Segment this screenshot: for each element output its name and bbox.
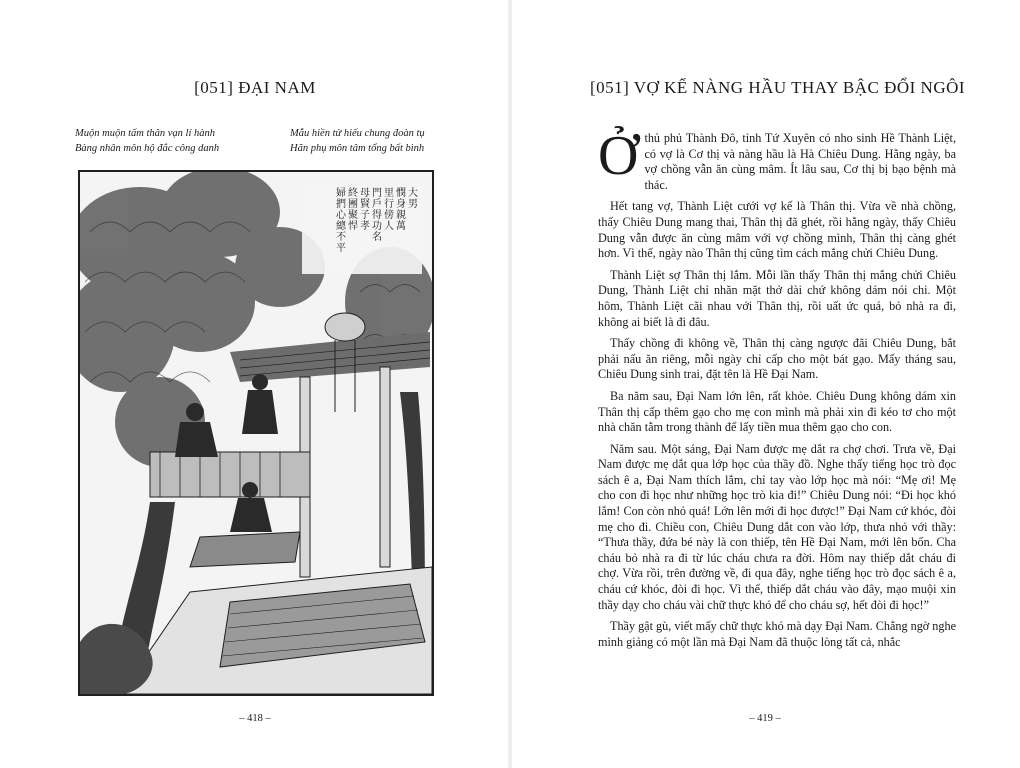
story-body — [598, 125, 956, 656]
verse-line: Mẫu hiền tử hiếu chung đoàn tụ — [290, 128, 425, 139]
paragraph: Thầy gật gù, viết mấy chữ thực khó mà dạy Đại Nam. Chẳng ngờ nghe mình giảng có một lần mà Đại Nam đã thuộc lòng tất cả, nhắc — [598, 619, 956, 649]
caption-char: 門 — [372, 188, 382, 199]
caption-column — [348, 188, 358, 272]
caption-char: 心 — [336, 210, 346, 221]
caption-char: 孝 — [360, 221, 370, 232]
caption-column — [372, 188, 382, 272]
paragraph: Thành Liệt sợ Thân thị lắm. Mỗi lần thấy Thân thị mắng chửi Chiêu Dung, Thành Liệt chỉ nhăn mặt thở dài chứ không dám nói chi. Một hôm, Thành Liệt cãi nhau với Thân thị, rồi uất ức quá, bỏ nhà ra đi, không ai biết là đi đâu. — [598, 267, 956, 329]
caption-char: 聚 — [348, 210, 358, 221]
caption-char: 大 — [408, 188, 418, 199]
caption-column — [360, 188, 370, 272]
right-page-number: – 419 – — [749, 713, 781, 724]
verse-line: Hãn phụ môn tâm tổng bất bình — [290, 143, 425, 154]
verse-left — [75, 126, 219, 156]
caption-char: 得 — [372, 210, 382, 221]
caption-columns — [306, 188, 418, 272]
caption-column — [336, 188, 346, 272]
caption-char: 男 — [408, 199, 418, 210]
caption-char: 里 — [384, 188, 394, 199]
caption-char: 憫 — [396, 188, 406, 199]
caption-char: 平 — [336, 243, 346, 254]
paragraph: Ba năm sau, Đại Nam lớn lên, rất khỏe. Chiêu Dung không dám xin Thân thị cấp thêm gạo cho mẹ con mình mà phải xin đi kéo tơ cho một nhà chăn tằm trong thành để lấy tiền mua thêm gạo cho con. — [598, 388, 956, 435]
caption-char: 母 — [360, 188, 370, 199]
verse-line: Muộn muộn tấm thân vạn lí hành — [75, 128, 215, 139]
paragraph: Năm sau. Một sáng, Đại Nam được mẹ dắt ra chợ chơi. Trưa về, Đại Nam được mẹ dắt qua lớp học của thầy đồ. Nghe thấy tiếng học trò đọc sách ê a, Đại Nam thích lắm, chỉ tay vào lớp học mà nói: “Mẹ ơi! Mẹ cho con đi học như những học trò kia đi!” Chiêu Dung nói: “Đi học khó lắm! Con còn nhỏ quá! Lớn lên mới đi học được!” Đại Nam cứ khóc, đòi mẹ cho đi. Chiều con, Chiêu Dung dắt con vào lớp, thưa nhỏ với thầy: “Thưa thầy, đứa bé này là con thiếp, tên Hề Đại Nam, mới lên bốn. Cha cháu bỏ nhà ra đi từ lúc cháu chưa ra đời. Hôm nay thiếp dắt cháu đi chợ. Vừa rồi, trên đường về, đi qua đây, nghe tiếng học trò đọc sách ê a, cháu cứ khóc, đòi đi học. Vì thế, thiếp dắt cháu vào đây, mạo muội xin thầy dạy cho cháu vài chữ thực khó để cho cháu sợ, hết đòi đi học!” — [598, 441, 956, 612]
caption-char: 萬 — [396, 221, 406, 232]
caption-char: 戶 — [372, 199, 382, 210]
paragraph: Thấy chồng đi không về, Thân thị càng ngược đãi Chiêu Dung, bắt phải nấu ăn riêng, mỗi ngày chỉ cấp cho một bát gạo. Mấy tháng sau, Chiêu Dung sinh trai, đặt tên là Hề Đại Nam. — [598, 336, 956, 382]
caption-char: 行 — [384, 199, 394, 210]
caption-column — [408, 188, 418, 272]
paragraph: Hết tang vợ, Thành Liệt cưới vợ kế là Thân thị. Vừa về nhà chồng, thấy Chiêu Dung mang thai, Thân thị đã ghét, rồi hằng ngày, thấy Chiêu Dung vẫn được ăn cùng mâm với vợ chồng mình, Thân thị càng ghét hơn. Vì thế, ngày nào Thân thị cũng tìm cách mắng chửi Chiêu Dung. — [598, 199, 956, 261]
caption-char: 不 — [336, 232, 346, 243]
caption-char: 身 — [396, 199, 406, 210]
caption-char: 親 — [396, 210, 406, 221]
left-page-number: – 418 – — [239, 713, 271, 724]
verse-line: Bàng nhân môn hộ đắc công danh — [75, 143, 220, 154]
caption-char: 傍 — [384, 210, 394, 221]
caption-char: 人 — [384, 221, 394, 232]
caption-char: 功 — [372, 221, 382, 232]
caption-char: 賢 — [360, 199, 370, 210]
caption-char: 子 — [360, 210, 370, 221]
verse-right — [290, 126, 425, 156]
caption-char: 總 — [336, 221, 346, 232]
caption-char: 團 — [348, 199, 358, 210]
right-page-title: [051] VỢ KẾ NÀNG HẦU THAY BẬC ĐỔI NGÔI — [590, 78, 966, 97]
caption-char: 終 — [348, 188, 358, 199]
paragraph — [598, 125, 956, 193]
drop-cap: Ở — [598, 125, 639, 187]
caption-char: 悍 — [348, 221, 358, 232]
caption-column — [396, 188, 406, 272]
left-page-title: [051] ĐẠI NAM — [194, 78, 316, 97]
woodblock-illustration — [78, 170, 434, 696]
caption-char: 婦 — [336, 188, 346, 199]
caption-char: 捫 — [336, 199, 346, 210]
right-page — [510, 0, 1020, 768]
caption-char: 名 — [372, 232, 382, 243]
paragraph-text: thủ phủ Thành Đô, tỉnh Tứ Xuyên có nho sinh Hề Thành Liệt, có vợ là Cơ thị và nàng hầu là Hà Chiêu Dung. Hằng ngày, ba vợ chồng vẫn ăn cùng mâm. Ít lâu sau, Cơ thị bị bạo bệnh mà thác. — [644, 131, 956, 192]
caption-column — [384, 188, 394, 272]
illustration-caption — [302, 186, 422, 274]
